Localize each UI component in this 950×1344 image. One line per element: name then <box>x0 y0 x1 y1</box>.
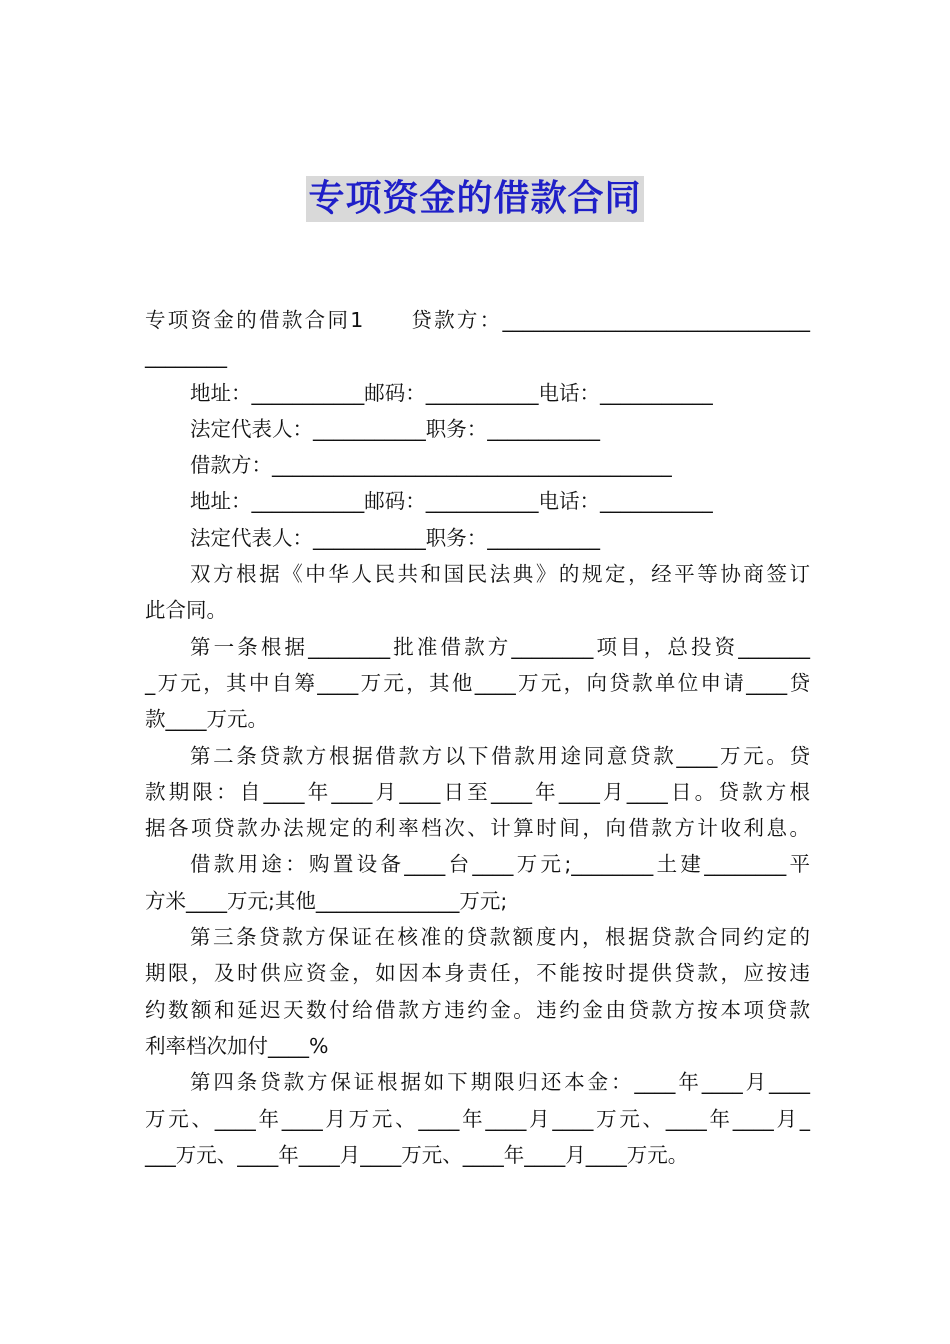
article-one-line: 第一条根据________批准借款方________项目，总投资_______ <box>190 634 810 659</box>
article-three-line: 约数额和延迟天数付给借款方违约金。违约金由贷款方按本项贷款 <box>145 997 810 1022</box>
article-three-line: 期限，及时供应资金，如因本身责任，不能按时提供贷款，应按违 <box>145 961 810 986</box>
loan-purpose-line: 方米____万元;其他______________万元; <box>145 888 508 913</box>
document-title: 专项资金的借款合同 <box>306 176 643 222</box>
body-line: ________ <box>145 344 227 369</box>
article-one-line: 款____万元。 <box>145 707 268 732</box>
borrower-address-line: 地址：___________邮码：___________电话：___________ <box>190 489 713 514</box>
article-three-line: 利率档次加付____% <box>145 1033 329 1058</box>
title-wrap <box>0 176 950 222</box>
article-four-line: 万元、____年____月万元、____年____月____万元、____年____月_ <box>145 1106 810 1131</box>
loan-purpose-line: 借款用途：购置设备____台____万元;________土建________平 <box>190 852 810 877</box>
article-two-line: 款期限：自____年____月____日至____年____月____日。贷款方根 <box>145 779 810 804</box>
lender-representative-line: 法定代表人：___________职务：___________ <box>190 416 600 441</box>
article-four-line: ___万元、____年____月____万元、____年____月____万元。 <box>145 1142 689 1167</box>
article-one-line: _万元，其中自筹____万元，其他____万元，向贷款单位申请____贷 <box>145 670 810 695</box>
lender-address-line: 地址：___________邮码：___________电话：___________ <box>190 380 713 405</box>
article-three-line: 第三条贷款方保证在核准的贷款额度内，根据贷款合同约定的 <box>190 925 810 950</box>
article-two-line: 据各项贷款办法规定的利率档次、计算时间，向借款方计收利息。 <box>145 816 810 841</box>
body-line: 专项资金的借款合同1 贷款方：______________________________ <box>145 308 810 332</box>
contract-body <box>145 302 810 1173</box>
article-four-line: 第四条贷款方保证根据如下期限归还本金：____年____月____ <box>190 1070 810 1095</box>
borrower-representative-line: 法定代表人：___________职务：___________ <box>190 525 600 550</box>
body-line: 双方根据《中华人民共和国民法典》的规定，经平等协商签订 <box>190 562 810 587</box>
body-line: 此合同。 <box>145 598 227 623</box>
borrower-line: 借款方：_______________________________________ <box>190 453 672 478</box>
article-two-line: 第二条贷款方根据借款方以下借款用途同意贷款____万元。贷 <box>190 743 810 768</box>
